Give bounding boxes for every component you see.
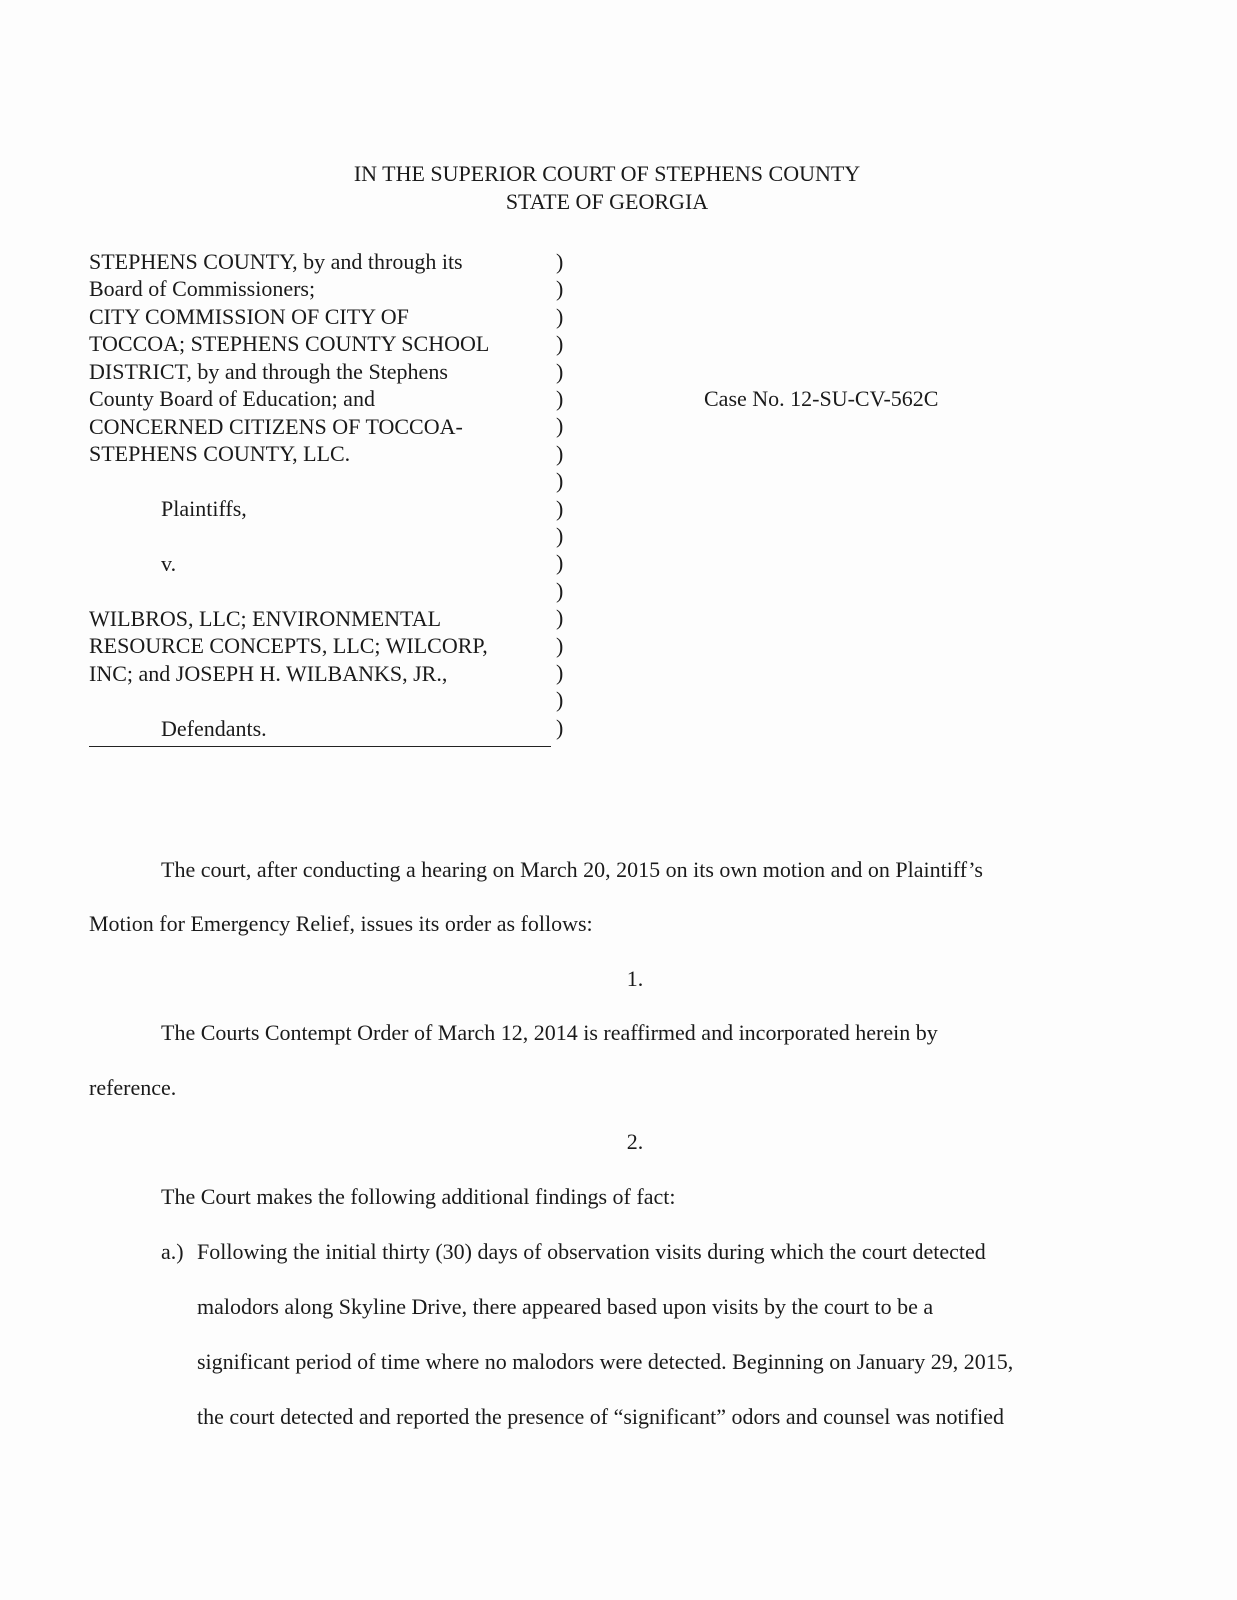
court-title: IN THE SUPERIOR COURT OF STEPHENS COUNTY (353, 161, 861, 186)
caption-paren: ) (556, 495, 564, 521)
section-1-line: reference. (89, 1075, 177, 1100)
caption-paren: ) (556, 660, 564, 685)
plaintiff-line: County Board of Education; and (89, 386, 375, 411)
caption-paren: ) (556, 413, 564, 439)
caption-paren: ) (556, 276, 564, 302)
caption-paren: ) (556, 523, 564, 548)
plaintiff-line: CITY COMMISSION OF CITY OF (89, 304, 409, 329)
plaintiff-line: Board of Commissioners; (89, 276, 316, 301)
caption-paren: ) (556, 440, 564, 466)
item-a-line: Following the initial thirty (30) days of observation visits during which the court detected (197, 1239, 986, 1264)
item-a-line: the court detected and reported the presence of “significant” odors and counsel was notified (197, 1404, 1004, 1429)
caption-underline (89, 746, 551, 747)
item-a-line: malodors along Skyline Drive, there appeared based upon visits by the court to be a (197, 1294, 934, 1319)
intro-line: Motion for Emergency Relief, issues its order as follows: (89, 911, 593, 936)
defendant-line: WILBROS, LLC; ENVIRONMENTAL (89, 606, 442, 631)
intro-line: The court, after conducting a hearing on March 20, 2015 on its own motion and on Plaintiff’s (161, 857, 983, 882)
state-title: STATE OF GEORGIA (505, 189, 709, 214)
plaintiff-line: STEPHENS COUNTY, LLC. (89, 441, 351, 466)
caption-paren: ) (556, 577, 564, 603)
defendants-label: Defendants. (161, 716, 267, 741)
plaintiff-line: STEPHENS COUNTY, by and through its (89, 249, 463, 274)
caption-paren: ) (556, 550, 564, 576)
caption-paren: ) (556, 303, 564, 329)
item-a-line: significant period of time where no malodors were detected. Beginning on January 29, 2015, (197, 1349, 1014, 1374)
versus: v. (161, 551, 177, 576)
section-number: 2. (626, 1129, 644, 1154)
caption-paren: ) (556, 687, 564, 713)
caption-paren: ) (556, 249, 564, 274)
caption-paren: ) (556, 331, 564, 357)
defendant-line: INC; and JOSEPH H. WILBANKS, JR., (89, 661, 448, 686)
plaintiff-line: TOCCOA; STEPHENS COUNTY SCHOOL (89, 331, 490, 356)
caption-paren: ) (556, 386, 564, 411)
case-number: Case No. 12-SU-CV-562C (704, 386, 939, 411)
plaintiffs-label: Plaintiffs, (161, 496, 247, 521)
plaintiff-line: DISTRICT, by and through the Stephens (89, 359, 448, 384)
caption-paren: ) (556, 632, 564, 658)
section-2-intro: The Court makes the following additional findings of fact: (161, 1184, 676, 1209)
defendant-line: RESOURCE CONCEPTS, LLC; WILCORP, (89, 633, 488, 658)
caption-paren: ) (556, 468, 564, 494)
section-number: 1. (626, 966, 644, 991)
caption-paren: ) (556, 358, 564, 384)
item-a-label: a.) (161, 1239, 184, 1264)
caption-paren: ) (556, 605, 564, 631)
caption-paren: ) (556, 714, 564, 740)
section-1-line: The Courts Contempt Order of March 12, 2014 is reaffirmed and incorporated herein by (161, 1020, 938, 1045)
plaintiff-line: CONCERNED CITIZENS OF TOCCOA- (89, 414, 463, 439)
